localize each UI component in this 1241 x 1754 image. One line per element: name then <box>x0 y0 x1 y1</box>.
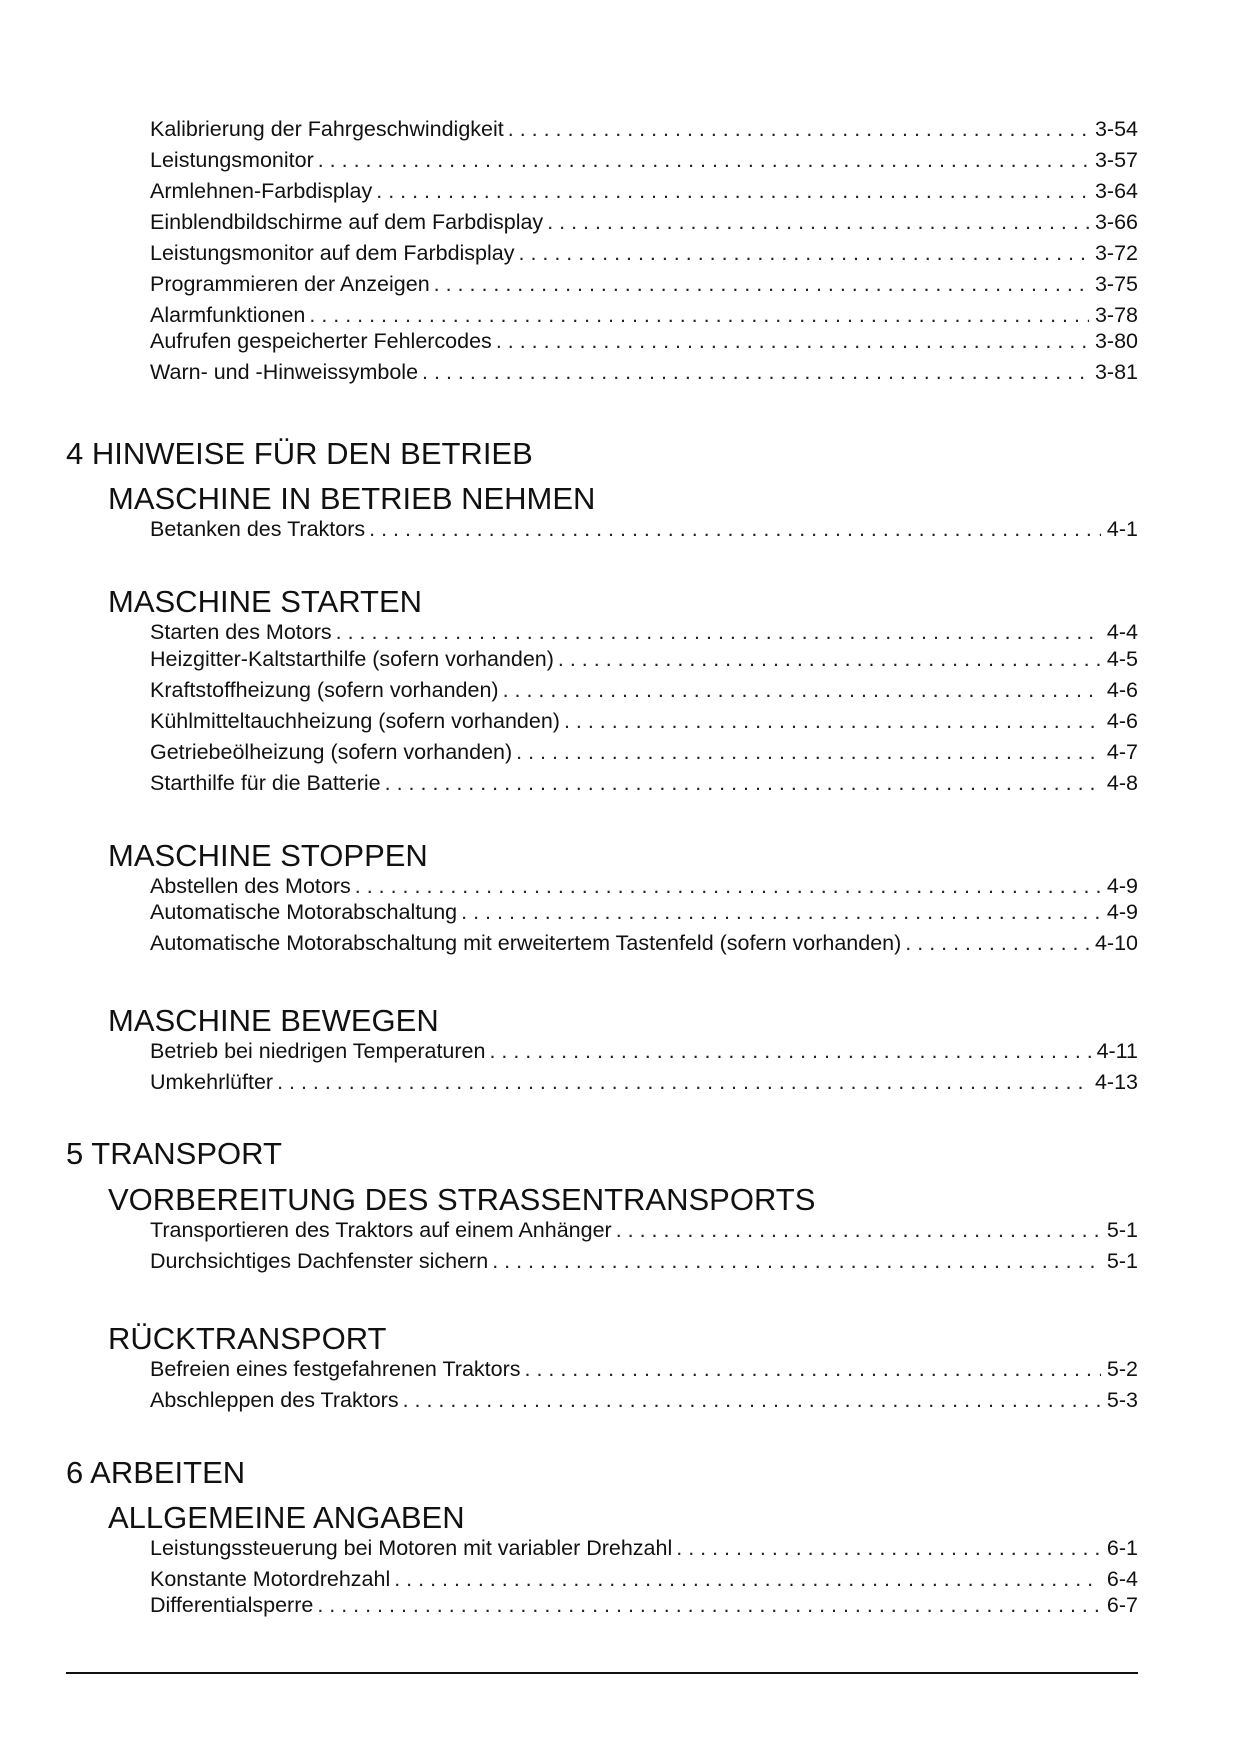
toc-entry-title: Differentialsperre <box>150 1593 314 1617</box>
dot-leader <box>385 769 1101 797</box>
toc-entry[interactable] <box>150 327 1138 355</box>
toc-entry[interactable] <box>150 177 1138 205</box>
toc-entry-page: 4-5 <box>1106 647 1138 671</box>
toc-entry-page: 3-66 <box>1094 210 1138 234</box>
toc-entry-title: Alarmfunktionen <box>150 303 306 327</box>
toc-entry-page: 5-1 <box>1106 1249 1138 1273</box>
toc-entry-title: Leistungsmonitor auf dem Farbdisplay <box>150 241 515 265</box>
toc-entry[interactable] <box>150 301 1138 329</box>
toc-entry[interactable] <box>150 1037 1138 1065</box>
dot-leader <box>403 1386 1101 1414</box>
toc-entry-page: 5-2 <box>1106 1357 1138 1381</box>
dot-leader <box>676 1534 1101 1562</box>
toc-entry-title: Getriebeölheizung (sofern vorhanden) <box>150 740 513 764</box>
dot-leader <box>355 872 1101 900</box>
dot-leader <box>309 301 1089 329</box>
toc-entry[interactable] <box>150 1565 1138 1593</box>
toc-entry[interactable] <box>150 707 1138 735</box>
chapter-heading: 5 TRANSPORT <box>66 1136 282 1171</box>
toc-entry-page: 4-11 <box>1096 1039 1138 1063</box>
dot-leader <box>503 676 1101 704</box>
toc-entry-page: 4-13 <box>1094 1070 1138 1094</box>
toc-entry-page: 6-1 <box>1106 1536 1138 1560</box>
toc-entry[interactable] <box>150 1386 1138 1414</box>
footer-divider <box>66 1672 1138 1674</box>
toc-entry-title: Einblendbildschirme auf dem Farbdisplay <box>150 210 544 234</box>
dot-leader <box>558 645 1101 673</box>
toc-entry-title: Kühlmitteltauchheizung (sofern vorhanden) <box>150 709 560 733</box>
toc-entry[interactable] <box>150 1216 1138 1244</box>
toc-entry-page: 3-75 <box>1094 272 1138 296</box>
toc-entry-title: Aufrufen gespeicherter Fehlercodes <box>150 329 492 353</box>
toc-entry[interactable] <box>150 146 1138 174</box>
toc-entry[interactable] <box>150 929 1138 957</box>
toc-entry-page: 4-9 <box>1106 900 1138 924</box>
toc-entry-page: 4-6 <box>1106 678 1138 702</box>
dot-leader <box>422 358 1089 386</box>
toc-entry-page: 3-80 <box>1094 329 1138 353</box>
dot-leader <box>516 738 1101 766</box>
chapter-heading: 4 HINWEISE FÜR DEN BETRIEB <box>66 436 533 471</box>
dot-leader <box>489 1037 1090 1065</box>
toc-entry[interactable] <box>150 738 1138 766</box>
dot-leader <box>317 1591 1101 1619</box>
dot-leader <box>492 1247 1101 1275</box>
toc-entry-title: Betrieb bei niedrigen Temperaturen <box>150 1039 486 1063</box>
toc-entry-title: Umkehrlüfter <box>150 1070 274 1094</box>
toc-entry[interactable] <box>150 769 1138 797</box>
section-heading: ALLGEMEINE ANGABEN <box>108 1500 465 1535</box>
toc-entry-page: 6-4 <box>1106 1567 1138 1591</box>
dot-leader <box>496 327 1089 355</box>
dot-leader <box>434 270 1089 298</box>
toc-entry[interactable] <box>150 1247 1138 1275</box>
section-heading: RÜCKTRANSPORT <box>108 1321 387 1356</box>
toc-entry[interactable] <box>150 239 1138 267</box>
toc-entry-title: Automatische Motorabschaltung <box>150 900 458 924</box>
toc-entry-title: Durchsichtiges Dachfenster sichern <box>150 1249 489 1273</box>
toc-entry-page: 6-7 <box>1106 1593 1138 1617</box>
toc-entry-title: Leistungssteuerung bei Motoren mit variabler Drehzahl <box>150 1536 673 1560</box>
toc-entry-page: 4-1 <box>1106 517 1138 541</box>
toc-entry[interactable] <box>150 115 1138 143</box>
toc-entry-title: Betanken des Traktors <box>150 517 366 541</box>
toc-entry-title: Warn- und -Hinweissymbole <box>150 360 419 384</box>
dot-leader <box>318 146 1089 174</box>
dot-leader <box>336 618 1101 646</box>
dot-leader <box>525 1355 1101 1383</box>
dot-leader <box>376 177 1089 205</box>
dot-leader <box>616 1216 1101 1244</box>
toc-entry-title: Kalibrierung der Fahrgeschwindigkeit <box>150 117 504 141</box>
toc-entry-title: Heizgitter-Kaltstarthilfe (sofern vorhanden) <box>150 647 554 671</box>
toc-entry[interactable] <box>150 1068 1138 1096</box>
section-heading: MASCHINE IN BETRIEB NEHMEN <box>108 481 596 516</box>
dot-leader <box>519 239 1089 267</box>
dot-leader <box>277 1068 1089 1096</box>
toc-entry[interactable] <box>150 1355 1138 1383</box>
toc-entry-title: Leistungsmonitor <box>150 148 314 172</box>
toc-entry-page: 4-7 <box>1106 740 1138 764</box>
toc-entry[interactable] <box>150 645 1138 673</box>
dot-leader <box>564 707 1101 735</box>
toc-entry-title: Automatische Motorabschaltung mit erweitertem Tastenfeld (sofern vorhanden) <box>150 931 902 955</box>
toc-entry-title: Programmieren der Anzeigen <box>150 272 430 296</box>
toc-entry-title: Konstante Motordrehzahl <box>150 1567 391 1591</box>
dot-leader <box>369 515 1101 543</box>
toc-entry[interactable] <box>150 515 1138 543</box>
toc-entry-title: Abschleppen des Traktors <box>150 1388 399 1412</box>
toc-entry[interactable] <box>150 676 1138 704</box>
toc-entry-title: Starthilfe für die Batterie <box>150 771 381 795</box>
toc-entry-page: 4-9 <box>1106 874 1138 898</box>
toc-entry-title: Befreien eines festgefahrenen Traktors <box>150 1357 521 1381</box>
toc-entry-page: 3-57 <box>1094 148 1138 172</box>
toc-entry-title: Starten des Motors <box>150 620 332 644</box>
dot-leader <box>394 1565 1101 1593</box>
toc-entry[interactable] <box>150 358 1138 386</box>
dot-leader <box>461 898 1101 926</box>
toc-entry-page: 3-78 <box>1094 303 1138 327</box>
dot-leader <box>905 929 1089 957</box>
toc-entry[interactable] <box>150 1534 1138 1562</box>
toc-entry[interactable] <box>150 1591 1138 1619</box>
toc-entry-title: Abstellen des Motors <box>150 874 351 898</box>
toc-entry-page: 3-54 <box>1094 117 1138 141</box>
toc-entry[interactable] <box>150 872 1138 900</box>
section-heading: MASCHINE STOPPEN <box>108 838 428 873</box>
toc-entry[interactable] <box>150 898 1138 926</box>
toc-entry[interactable] <box>150 208 1138 236</box>
toc-entry-page: 5-3 <box>1106 1388 1138 1412</box>
toc-entry-page: 3-81 <box>1094 360 1138 384</box>
toc-entry[interactable] <box>150 270 1138 298</box>
toc-entry-title: Armlehnen-Farbdisplay <box>150 179 373 203</box>
dot-leader <box>547 208 1089 236</box>
section-heading: MASCHINE STARTEN <box>108 584 423 619</box>
section-heading: MASCHINE BEWEGEN <box>108 1003 439 1038</box>
toc-entry-page: 4-4 <box>1106 620 1138 644</box>
toc-entry-page: 3-64 <box>1094 179 1138 203</box>
toc-entry-page: 4-8 <box>1106 771 1138 795</box>
toc-entry-title: Transportieren des Traktors auf einem Anhänger <box>150 1218 612 1242</box>
dot-leader <box>508 115 1089 143</box>
toc-entry-title: Kraftstoffheizung (sofern vorhanden) <box>150 678 499 702</box>
toc-entry-page: 3-72 <box>1094 241 1138 265</box>
toc-entry-page: 5-1 <box>1106 1218 1138 1242</box>
toc-entry[interactable] <box>150 618 1138 646</box>
section-heading: VORBEREITUNG DES STRASSENTRANSPORTS <box>108 1182 816 1217</box>
chapter-heading: 6 ARBEITEN <box>66 1455 246 1490</box>
toc-entry-page: 4-6 <box>1106 709 1138 733</box>
toc-entry-page: 4-10 <box>1094 931 1138 955</box>
